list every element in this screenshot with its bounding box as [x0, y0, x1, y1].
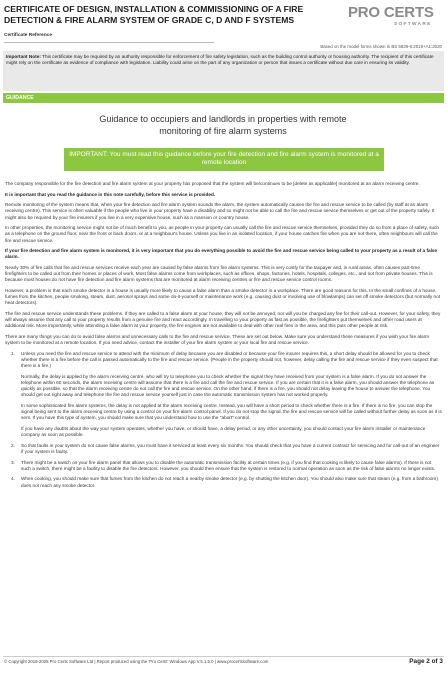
pro-certs-logo: [348, 4, 444, 36]
certificate-title: CERTIFICATE OF DESIGN, INSTALLATION & COMMISSIONING OF A FIRE DETECTION & FIRE ALARM SYSTEM OF GRADE C, D AND F SYSTEMS: [4, 4, 304, 25]
logo-subtitle: SOFTWARE: [394, 22, 432, 27]
paragraph: The fire and rescue service understands these problems. If they are called to a false alarm at your house, they will not be annoyed, nor will you be charged any fee for their call-out. However, for your safety, they will always assume that any call to your property results from a genuine fire and react accordingly. In travelling to your property as fast as possible, the firefighters put themselves and other road users at additional risk. More importantly, while attending a false alarm at your property, the fire engines are not available to deal with other real fires in the area, and this puts other people at risk.: [5, 310, 441, 329]
page-header: [0, 0, 447, 58]
list-item: [5, 443, 442, 455]
paragraph-emphasis: If your fire detection and fire alarm system is monitored, it is very important that you do everything possible to avoid the fire and rescue service being called to your property as a result of a false alarm.: [5, 248, 438, 260]
important-note-label: Important Note:: [6, 54, 41, 59]
paragraph: Nearly 30% of fire calls that fire and rescue services receive each year are caused by false alarms from fire alarm systems. This is very costly for the taxpayer and, in rural areas, often causes part-time firefighters to be called out from their homes or places of work. Most false alarms come from workplaces, such as offices, shops, factories, hotels, hospitals, colleges, etc., and not from private houses. This is because most houses do not have fire detection and fire alarm systems that are monitored at alarm receiving centres or fire and rescue service control rooms.: [5, 264, 433, 283]
list-item-text: There might be a switch on your fire alarm panel that allows you to disable the automatic transmission facility at certain times (e.g. if you find that cooking is likely to cause false alarms). If there is not such a switch, there might be a facility to disable the fire detectors. However, you should then ensure that the system is restored to normal operation as soon as the risk of false alarms no longer exists.: [21, 459, 436, 471]
list-item-number: 3.: [11, 459, 15, 465]
guidance-section-header: GUIDANCE: [3, 93, 444, 103]
list-item-text: Unless you need the fire and rescue service to attend with the minimum of delay because you are disabled or because your fire insurer requires this, a short delay should be allowed for you to check whether there is a fire before the call is passed automatically to the fire and rescue service. (People in the property should not, however, delay calling the fire and rescue service if they even suspect that there is a fire.): [21, 350, 438, 369]
paragraph-emphasis: It is important that you read the guidance in this note carefully, before this service is provided.: [5, 191, 216, 197]
list-item: [5, 460, 442, 472]
paragraph: However, a problem is that each smoke detector in a house is usually more likely to cause a false alarm than a smoke detector in a workplace. There are good reasons for this. In the small confines of a house, fumes from the kitchen, people smoking, steam, dust, aerosol sprays and some do-it-yourself or maintenance work (e.g. causing dust or involving use of blowlamps) can set off smoke detectors (but normally not heat detectors).: [5, 287, 441, 306]
paragraph: There are many things you can do to avoid false alarms and unnecessary calls to the fire and rescue service. These are set out below. Make sure you understand these measures if you wish your fire alarm system to be monitored at a remote location. If you need advice, contact the installer of your fire alarm system or your local fire and rescue service.: [5, 333, 430, 346]
certificate-reference-label: Certificate Reference: [4, 33, 52, 38]
paragraph: Remote monitoring of the system means that, when your fire detection and fire alarm system sounds the alarm, the system automatically causes the fire and rescue service to be called (by staff at an alarm receiving centre). This service is often valuable if the people who live in your property have a disability and so might not be able to call the fire and rescue service themselves or get out of the property safely. It might also be required by your fire insurers if you live in a very expensive house, such as a mansion or country house.: [5, 202, 435, 220]
guidance-list: [5, 351, 442, 489]
paragraph: In other properties, the monitoring service might not be of much benefit to you, as people in your property can usually call the fire and rescue service themselves, provided they do so from a place of safety, such as a telephone on the ground floor, near the front or back doors, or at a neighbour's house. Unless you live in an isolated location, if your house catches fire when you are not there, often neighbours will call the fire and rescue service.: [5, 225, 439, 243]
important-notice-banner: IMPORTANT: You must read this guidance before your fire detection and fire alarm system is monitored at a remote location: [64, 148, 384, 171]
standard-basis-note: Based on the model forms shown in BS 5839-6:2019+A1:2020: [320, 44, 442, 49]
guidance-heading: Guidance to occupiers and landlords in properties with remote monitoring of fire alarm systems: [99, 114, 347, 136]
page-number: Page 2 of 3: [409, 658, 443, 665]
important-note-text: This certificate may be required by an authority responsible for enforcement of fire safety legislation, such as the building control authority or housing authority. The recipient of this certificate might rely on the certificate as evidence of compliance with legislation. Liability could arise on the part of any organization or person that issues a certificate without due care in ensuring its validity.: [6, 54, 434, 66]
paragraph: The company responsible for the fire detection and fire alarm system at your property has proposed that the system will be/continues to be [delete as applicable] monitored at an alarm receiving centre.: [5, 181, 420, 186]
guidance-body: [5, 181, 442, 493]
list-item-text: When cooking, you should make sure that fumes from the kitchen do not reach a nearby smoke detector (e.g. by shutting the kitchen door). You should also make sure that steam (e.g. from a bathroom) does not reach any smoke detector.: [21, 476, 438, 488]
important-note-box: [3, 51, 444, 91]
list-item-text: Normally, the delay is applied by the alarm receiving centre, who will try to telephone you to check whether the signal they have received from your system is a false alarm. If you do not answer the telephone within 60 seconds, the alarm receiving centre will assume that there is a fire and call the fire and rescue service. If you are certain that it is a false alarm, you should answer the telephone as quickly as possible, so that the alarm receiving centre do not call the fire and rescue service. On the other hand, if there is a fire, you should not delay leaving the house to answer the telephone. You should get out right away and telephone the fire and rescue service yourself just in case the automatic transmission system has not worked properly.: [21, 373, 435, 398]
list-item-number: 4.: [11, 476, 15, 482]
list-item: [5, 476, 442, 488]
footer-divider: [3, 656, 444, 657]
list-item-text: So that faults in your system do not cause false alarms, you must have it serviced at least every six months. You should check that you have a current contract for servicing and for call-out of an engineer if your system is faulty.: [21, 442, 440, 454]
list-item-number: 2.: [11, 442, 15, 448]
logo-wordmark: PRO CERTS: [348, 4, 434, 21]
list-item-number: 1.: [11, 350, 15, 356]
list-item: [5, 351, 442, 439]
list-item-text: In some sophisticated fire alarm systems, the delay is not applied at the alarm receiving centre. Instead, you will have a short period to check whether there is a fire. If there is no fire, you can stop the signal being sent to the alarm receiving centre by using a control on your fire alarm control panel. If you do not stop the signal, the fire and rescue service will be called without further delay as soon as it is sent. If you have this type of system, you should make sure that you understand how to use the "abort" control.: [21, 402, 442, 421]
certificate-reference-field: [4, 42, 214, 43]
footer-copyright: © Copyright 2019-2025 Pro Certs Software Ltd | Report produced using the 'Pro Certs' Windows App V.5.1.5.0 | www.procertssoftware.com: [4, 659, 269, 664]
list-item-text: If you have any doubts about the way your system operates, whether you have, or should have, a delay period, or any other uncertainty, you should contact your fire alarm installer or maintenance company as soon as possible.: [21, 425, 426, 438]
